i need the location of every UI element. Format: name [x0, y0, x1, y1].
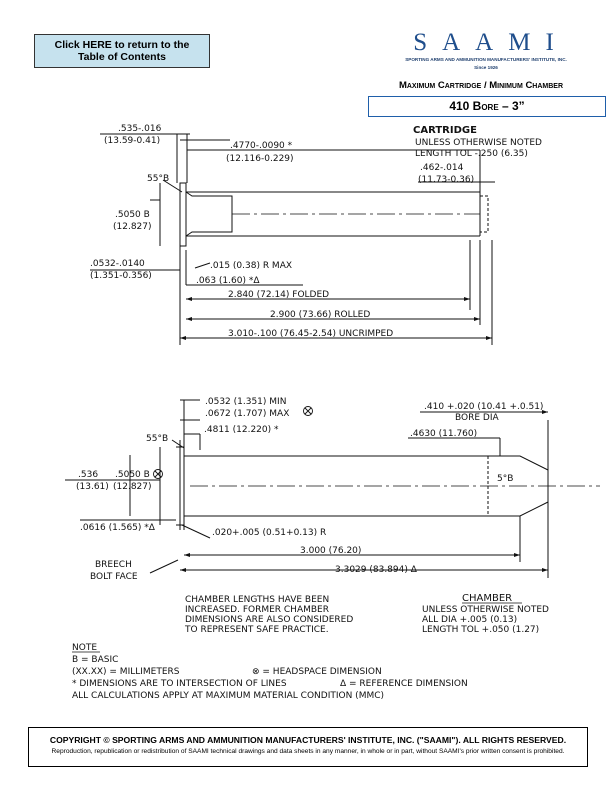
cartridge-rim-gap-in: .0532-.0140: [90, 259, 145, 269]
chamber-rim-dia-mm: (12.827): [113, 482, 152, 492]
cartridge-body-dia-in: .462-.014: [420, 163, 464, 173]
chamber-cone-angle: 5°B: [497, 474, 514, 484]
reproduction-notice: Reproduction, republication or redistribution of SAAMI technical drawings and data sheets in any manner, in whole or in part, without SAAMI's prior written consent is prohibited.: [51, 748, 565, 755]
cartridge-shoulder-angle: 55°B: [147, 174, 170, 184]
cartridge-rim-dia-in: .5050 B: [115, 210, 150, 220]
cartridge-note-1: UNLESS OTHERWISE NOTED: [415, 138, 542, 148]
chamber-note-3: LENGTH TOL +.050 (1.27): [422, 625, 540, 635]
chamber-remark-3: DIMENSIONS ARE ALSO CONSIDERED: [185, 615, 354, 625]
note-intersection: * DIMENSIONS ARE TO INTERSECTION OF LINES: [72, 679, 287, 689]
sheet-title: Maximum Cartridge / Minimum Chamber: [398, 80, 564, 91]
note-reference: Δ = REFERENCE DIMENSION: [340, 679, 468, 689]
cartridge-length-uncrimped: 3.010-.100 (76.45-2.54) UNCRIMPED: [228, 329, 394, 339]
chamber-radius: .020+.005 (0.51+0.13) R: [212, 528, 327, 538]
cartridge-length-rolled: 2.900 (73.66) ROLLED: [270, 310, 371, 320]
cartridge-radius: .015 (0.38) R MAX: [210, 261, 293, 271]
chamber-body-dia: .4630 (11.760): [410, 429, 478, 439]
chamber-shoulder-angle: 55°B: [146, 434, 169, 444]
cartridge-rim-gap-mm: (1.351-0.356): [90, 271, 152, 281]
cartridge-rim-outline: [180, 183, 186, 246]
cartridge-rim-dia-mm: (12.827): [113, 222, 152, 232]
cartridge-extractor-groove: [186, 192, 232, 236]
chamber-heading: CHAMBER: [462, 593, 513, 604]
chamber-counterbore: .0616 (1.565) *Δ: [80, 523, 155, 533]
chamber-remark-1: CHAMBER LENGTHS HAVE BEEN: [185, 595, 330, 605]
copyright-line: COPYRIGHT © SPORTING ARMS AND AMMUNITION MANUFACTURERS' INSTITUTE, INC. ("SAAMI"). ALL RIGHTS RESERVED.: [49, 735, 567, 745]
chamber-breech-face: [180, 440, 184, 530]
copyright-footer: [28, 727, 588, 767]
cartridge-length-folded: 2.840 (72.14) FOLDED: [228, 290, 330, 300]
chamber-bore-dia-in: .410 +.020 (10.41 +.0.51): [424, 402, 544, 412]
cartridge-rim-thickness-in: .535-.016: [118, 124, 162, 134]
cartridge-heading: CARTRIDGE: [413, 125, 477, 136]
chamber-outer-dia-in: .536: [78, 470, 99, 480]
chamber-bore-dia-label: BORE DIA: [455, 413, 499, 423]
cartridge-base-dia-in: .4770-.0090 *: [230, 141, 293, 151]
cartridge-body-dia-mm: (11.73-0.36): [418, 175, 475, 185]
cartridge-mouth: [480, 196, 488, 232]
note-headspace: ⊗ = HEADSPACE DIMENSION: [252, 667, 382, 677]
logo-since: Since 1926: [474, 65, 498, 70]
toc-link-line1: Click HERE to return to the: [54, 39, 190, 51]
breech-label-1: BREECH: [95, 560, 132, 570]
chamber-note-1: UNLESS OTHERWISE NOTED: [422, 605, 549, 615]
toc-link-line2: Table of Contents: [78, 51, 166, 63]
cartridge-rim-thickness-mm: (13.59-0.41): [104, 136, 161, 146]
chamber-remark-2: INCREASED. FORMER CHAMBER: [185, 605, 329, 615]
note-basic: B = BASIC: [72, 655, 119, 665]
logo-wordmark: SAAMI: [413, 29, 569, 56]
chamber-rim-min: .0532 (1.351) MIN: [205, 397, 287, 407]
chamber-note-2: ALL DIA +.005 (0.13): [422, 615, 518, 625]
chamber-rim-dia-in: .5050 B: [115, 470, 150, 480]
chamber-total-length: 3.3029 (83.894) Δ: [335, 565, 417, 575]
cartridge-base-dia-mm: (12.116-0.229): [226, 154, 294, 164]
chamber-outer-dia-mm: (13.61): [76, 482, 109, 492]
chamber-remark-4: TO REPRESENT SAFE PRACTICE.: [185, 625, 329, 635]
logo-subtitle: SPORTING ARMS AND AMMUNITION MANUFACTURERS' INSTITUTE, INC.: [405, 57, 567, 62]
chamber-base-dia: .4811 (12.220) *: [204, 425, 279, 435]
note-heading: NOTE: [72, 643, 98, 653]
chamber-length: 3.000 (76.20): [300, 546, 362, 556]
cartridge-rim-length: .063 (1.60) *Δ: [196, 276, 260, 286]
cartridge-note-2: LENGTH TOL -.250 (6.35): [415, 149, 528, 159]
note-calculations: ALL CALCULATIONS APPLY AT MAXIMUM MATERIAL CONDITION (MMC): [72, 691, 385, 701]
caliber-title: 410 Bore – 3”: [368, 96, 606, 117]
breech-label-2: BOLT FACE: [90, 572, 138, 582]
chamber-rim-max: .0672 (1.707) MAX: [205, 409, 290, 419]
note-millimeters: (XX.XX) = MILLIMETERS: [72, 667, 180, 677]
